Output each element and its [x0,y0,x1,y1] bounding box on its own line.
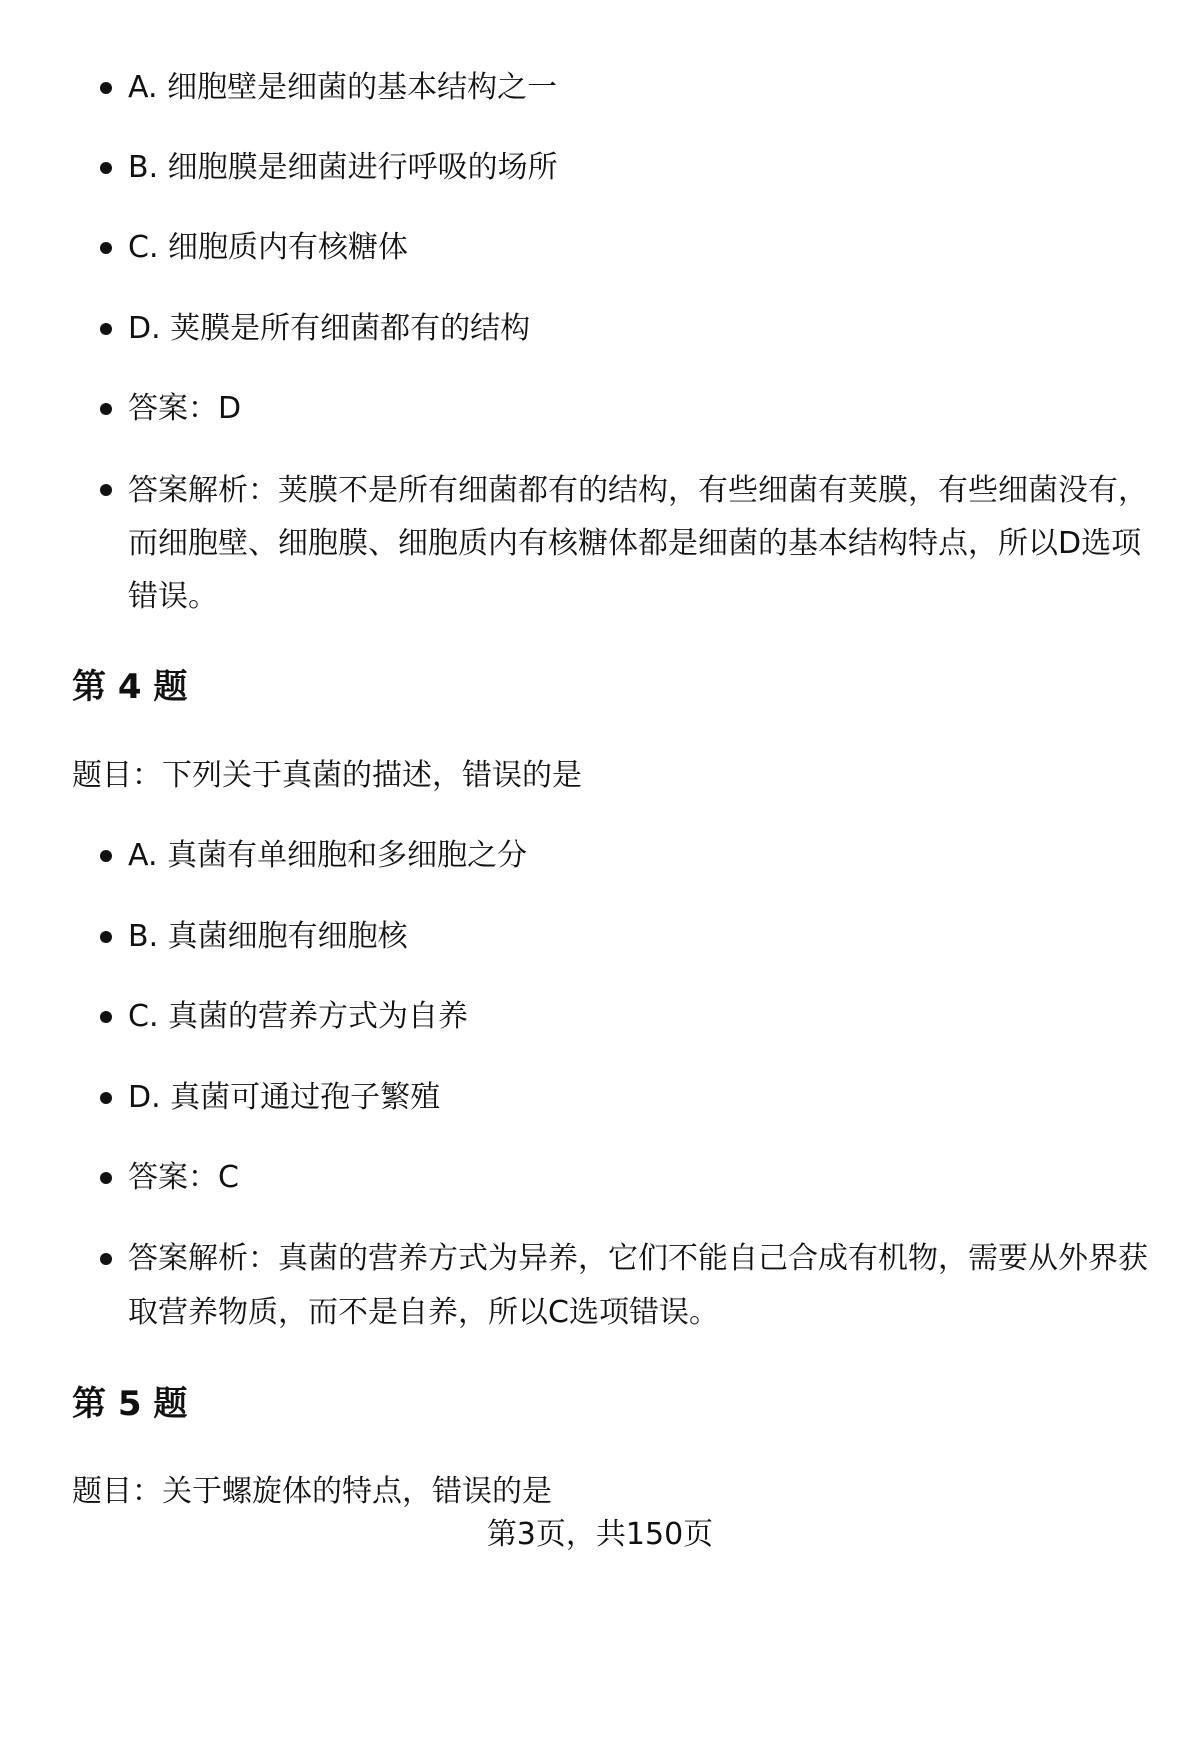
list-bullet [100,1092,112,1104]
page-number: 第3页，共150页 [486,1517,714,1552]
explanation-line-2: 取营养物质，而不是自养，所以C选项错误。 [128,1295,719,1330]
option-c: C. 真菌的营养方式为自养 [128,999,469,1034]
list-bullet [100,323,112,335]
explanation-line-1: 答案解析：真菌的营养方式为异养，它们不能自己合成有机物，需要从外界获 [128,1241,1148,1276]
explanation-line-2: 而细胞壁、细胞膜、细胞质内有核糖体都是细菌的基本结构特点，所以D选项 [128,526,1142,561]
option-c: C. 细胞质内有核糖体 [128,230,409,265]
list-bullet [100,82,112,94]
option-b: B. 真菌细胞有细胞核 [128,919,408,954]
option-d: D. 荚膜是所有细菌都有的结构 [128,311,531,346]
list-bullet [100,1253,112,1265]
question-heading: 第 5 题 [72,1384,188,1424]
option-b: B. 细胞膜是细菌进行呼吸的场所 [128,150,558,185]
list-bullet [100,162,112,174]
answer-line: 答案：C [128,1160,239,1195]
question-heading: 第 4 题 [72,667,188,707]
list-bullet [100,1172,112,1184]
answer-line: 答案：D [128,391,242,426]
list-bullet [100,484,112,496]
option-d: D. 真菌可通过孢子繁殖 [128,1080,441,1115]
option-a: A. 细胞壁是细菌的基本结构之一 [128,70,558,105]
option-a: A. 真菌有单细胞和多细胞之分 [128,838,528,873]
explanation-line-3: 错误。 [128,579,218,614]
question-stem: 题目：下列关于真菌的描述，错误的是 [72,758,582,793]
question-stem: 题目：关于螺旋体的特点，错误的是 [72,1474,552,1509]
list-bullet [100,242,112,254]
explanation-line-1: 答案解析：荚膜不是所有细菌都有的结构，有些细菌有荚膜，有些细菌没有， [128,473,1148,508]
list-bullet [100,850,112,862]
list-bullet [100,1011,112,1023]
list-bullet [100,403,112,415]
list-bullet [100,931,112,943]
